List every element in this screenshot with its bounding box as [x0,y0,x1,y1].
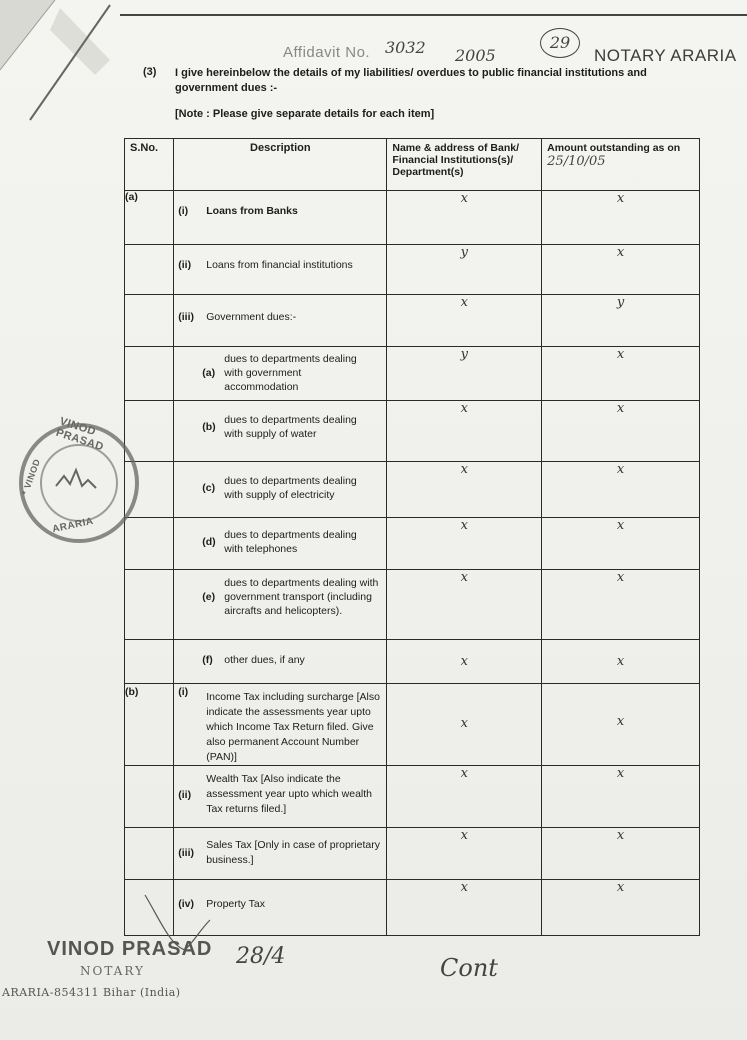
row-text: Loans from financial institutions [206,259,353,271]
row-num: (e) [202,591,216,603]
row-num: (iii) [178,311,194,323]
row-amount-mark: x [542,462,700,518]
row-bank-mark: x [387,518,542,570]
row-sno: (a) [125,191,174,245]
row-description [174,828,387,880]
table-row [125,828,700,880]
row-num: (iv) [178,898,194,910]
header-description: Description [174,139,387,191]
row-amount-mark: x [542,880,700,936]
table-row [125,766,700,828]
row-description [174,570,387,640]
notary-stamp-top: NOTARY ARARIA [594,46,737,65]
row-bank-mark: x [387,640,542,684]
row-bank-mark: x [387,766,542,828]
table-row [125,640,700,684]
row-sno [125,245,174,295]
row-sno [125,347,174,401]
affidavit-label: Affidavit No. [283,44,371,61]
liabilities-table [124,138,700,936]
row-sno [125,828,174,880]
header-bank: Name & address of Bank/ Financial Institutions(s)/ Department(s) [387,139,542,191]
row-description [174,640,387,684]
row-description [174,347,387,401]
row-num: (b) [202,421,216,433]
table-row [125,518,700,570]
row-text: Sales Tax [Only in case of proprietary business.] [206,839,380,866]
row-text: Property Tax [206,898,265,910]
row-bank-mark: x [387,191,542,245]
table-row [125,684,700,766]
item-number: (3) [143,66,157,78]
table-row [125,245,700,295]
row-amount-mark: x [542,347,700,401]
section-note: [Note : Please give separate details for each item] [175,108,435,120]
row-bank-mark: x [387,684,542,766]
row-sno [125,570,174,640]
row-num: (f) [202,654,213,666]
page-fold [0,0,140,130]
row-bank-mark: y [387,347,542,401]
row-bank-mark: x [387,462,542,518]
footer-initials: 28/4 [236,944,286,969]
seal-left-text: * VINOD [19,457,43,497]
row-text: Government dues:- [206,311,297,323]
table-row [125,191,700,245]
top-edge-line [120,14,747,16]
row-amount-mark: x [542,518,700,570]
row-num: (d) [202,536,216,548]
affidavit-year: 2005 [455,46,496,65]
row-text: Income Tax including surcharge [Also indicate the assessments year upto which Income Tax Return filed. Give also permanent Account Number (PAN)] [206,691,380,763]
page-number-circled: 29 [540,28,580,58]
section-heading: I give hereinbelow the details of my liabilities/ overdues to public financial institutions and government dues :- [175,67,647,94]
table-row [125,295,700,347]
row-num: (iii) [178,847,194,859]
row-amount-mark: x [542,640,700,684]
row-text: dues to departments dealing with supply of water [224,414,357,440]
row-amount-mark: x [542,245,700,295]
row-text: Loans from Banks [206,205,298,217]
row-num: (ii) [178,788,192,801]
affidavit-number: 3032 [385,38,426,57]
table-row [125,462,700,518]
row-description [174,401,387,462]
header-amount-label: Amount outstanding as on [547,142,681,154]
round-notary-seal [16,415,142,546]
row-bank-mark: x [387,880,542,936]
row-amount-mark: x [542,684,700,766]
footer-notary-address: ARARIA-854311 Bihar (India) [2,986,181,999]
row-description [174,684,387,766]
row-amount-mark: y [542,295,700,347]
row-text: dues to departments dealing with government accommodation [224,353,357,393]
row-text: other dues, if any [224,654,305,666]
row-bank-mark: y [387,245,542,295]
row-amount-mark: x [542,766,700,828]
header-amount [542,139,700,191]
row-description [174,462,387,518]
row-num: (i) [178,205,189,217]
table-row [125,570,700,640]
table-header-row [125,139,700,191]
row-description [174,191,387,245]
footer-cont-note: Cont [440,954,498,982]
seal-top-text: VINOD PRASAD [54,415,106,454]
header-amount-date: 25/10/05 [547,154,606,169]
row-num: (c) [202,482,216,494]
row-sno [125,295,174,347]
row-description [174,518,387,570]
row-bank-mark: x [387,295,542,347]
row-amount-mark: x [542,191,700,245]
row-amount-mark: x [542,828,700,880]
row-bank-mark: x [387,401,542,462]
seal-bottom-text: ARARIA [51,515,95,536]
row-sno [125,766,174,828]
row-bank-mark: x [387,570,542,640]
row-description [174,245,387,295]
header-sno: S.No. [125,139,174,191]
row-text: dues to departments dealing with government transport (including aircrafts and helicopters). [224,577,379,617]
footer-notary-name: VINOD PRASAD [47,938,213,960]
row-text: Wealth Tax [Also indicate the assessment year upto which wealth Tax returns filed.] [206,773,372,815]
row-num: (ii) [178,259,192,271]
row-num: (i) [178,686,189,698]
row-description [174,295,387,347]
row-amount-mark: x [542,401,700,462]
row-amount-mark: x [542,570,700,640]
row-text: dues to departments dealing with telephones [224,529,357,555]
row-sno [125,640,174,684]
table-row [125,347,700,401]
row-num: (a) [202,367,216,379]
row-text: dues to departments dealing with supply of electricity [224,475,357,501]
footer-notary-role: NOTARY [80,964,145,978]
row-description [174,766,387,828]
row-sno: (b) [125,684,174,766]
table-row [125,401,700,462]
row-bank-mark: x [387,828,542,880]
